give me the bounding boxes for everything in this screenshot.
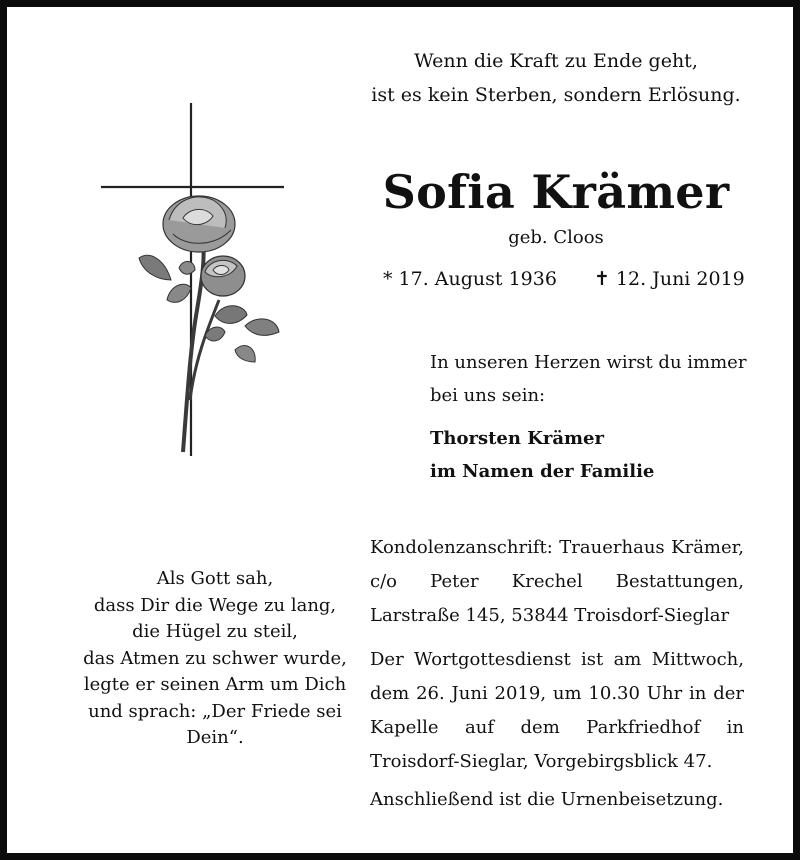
memory-text bbox=[430, 346, 750, 412]
memory-line-2: bei uns sein: bbox=[430, 385, 546, 406]
poem-line: legte er seinen Arm um Dich bbox=[83, 674, 347, 695]
poem bbox=[70, 566, 360, 752]
poem-line: das Atmen zu schwer wurde, bbox=[83, 647, 347, 669]
signer-family: im Namen der Familie bbox=[430, 461, 655, 482]
poem-line: und sprach: „Der Friede sei Dein“. bbox=[88, 700, 342, 748]
birth-name: geb. Cloos bbox=[508, 227, 604, 248]
service-details: Der Wortgottesdienst ist am Mittwoch, dem 26. Juni 2019, um 10.30 Uhr in der Kapelle auf dem Parkfriedhof in Troisdorf-Sieglar, Vorgebirgsblick 47. bbox=[370, 649, 744, 772]
deceased-name: Sofia Krämer bbox=[382, 165, 730, 219]
motto bbox=[370, 44, 742, 112]
rose-blossom-second bbox=[201, 256, 245, 296]
motto-line-2: ist es kein Sterben, sondern Erlösung. bbox=[371, 84, 741, 106]
poem-line: Als Gott sah, bbox=[156, 568, 274, 589]
poem-line: dass Dir die Wege zu lang, bbox=[93, 594, 337, 616]
urn-burial-note: Anschließend ist die Urnenbeisetzung. bbox=[370, 789, 724, 810]
death-date: ✝ 12. Juni 2019 bbox=[594, 268, 745, 290]
rose-blossom-top bbox=[163, 196, 235, 252]
condolence-address: Kondolenzanschrift: Trauerhaus Krämer, c/o Peter Krechel Bestattungen, Larstraße 145, 53844 Troisdorf-Sieglar bbox=[370, 537, 744, 626]
motto-line-1: Wenn die Kraft zu Ende geht, bbox=[414, 50, 698, 72]
signer-name: Thorsten Krämer bbox=[430, 428, 604, 449]
memory-line-1: In unseren Herzen wirst du immer bbox=[430, 352, 747, 373]
signer bbox=[430, 422, 750, 488]
cross-with-roses-illustration bbox=[95, 100, 285, 462]
poem-line: die Hügel zu steil, bbox=[132, 621, 298, 642]
birth-date: * 17. August 1936 bbox=[383, 268, 557, 290]
